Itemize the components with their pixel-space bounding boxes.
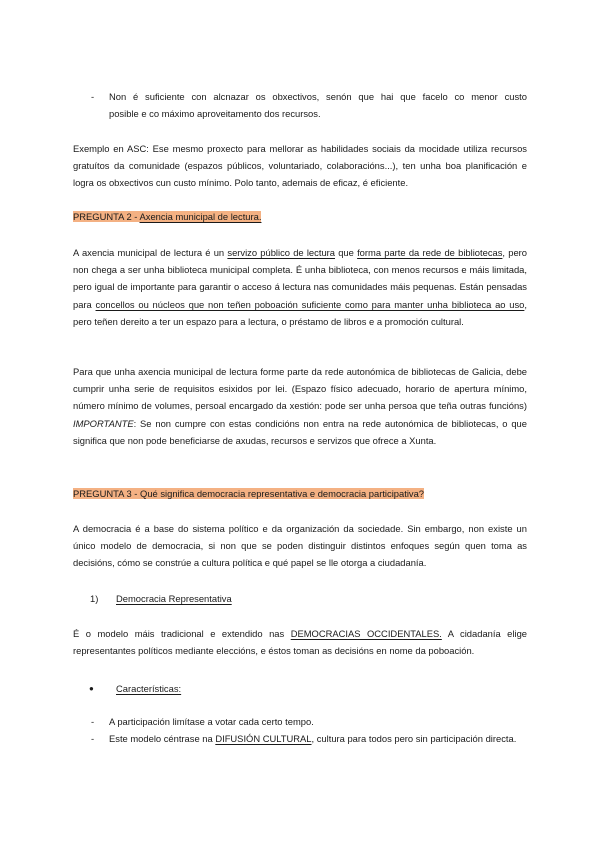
question-2-prefix: PREGUNTA 2 -: [73, 211, 140, 222]
text-run: , cultura para todos pero sin participación directa.: [311, 733, 517, 744]
representative-democracy-paragraph: [73, 625, 527, 659]
question-2-title: Axencia municipal de lectura.: [139, 211, 262, 222]
text-run: : Se non cumpre con estas condicións non entra na rede autonómica de bibliotecas, o que significa que non pode beneficiarse de axudas, recursos e servizos que ofrece a Xunta.: [73, 417, 527, 446]
question-2-paragraph-2: [73, 363, 527, 449]
emphasis-important: IMPORTANTE: [73, 417, 134, 429]
intro-bullet-text: [109, 88, 527, 122]
text-run: Para que unha axencia municipal de lectura forme parte da rede autonómica de bibliotecas de Galicia, debe cumprir unha serie de requisitos esixidos por lei. (Espazo físico adecuado, horario de apertura mínimo, número mínimo de volumes, persoal encargado da xestión: pode ser unha persoa que teña outras funcións): [73, 366, 527, 412]
underlined-term: concellos ou núcleos que non teñen poboación suficiente como para manter unha biblioteca ao uso: [95, 298, 525, 310]
characteristics-heading: [73, 680, 527, 698]
section-1-heading: [73, 590, 527, 608]
question-3-paragraph-1: A democracia é a base do sistema político e da organización da sociedade. Sin embargo, non existe un único modelo de democracia, si non que se poden distinguir distintos enfoques según quen toma as decisións, cómo se constrúe a cultura política e qué papel se lle otorga a ciudadanía.: [73, 523, 527, 569]
question-3-heading-highlight: PREGUNTA 3 - Qué significa democracia representativa e democracia participativa?: [73, 488, 425, 499]
list-item: [73, 713, 527, 731]
list-item-text: A participación limítase a votar cada certo tempo.: [109, 716, 314, 727]
dash-marker: -: [91, 716, 95, 727]
underlined-term: DEMOCRACIAS OCCIDENTALES.: [290, 628, 442, 639]
text-run: A axencia municipal de lectura é un: [73, 247, 228, 258]
text-run: que: [335, 247, 358, 258]
section-number: 1): [90, 593, 99, 604]
text-run: A cidadanía elige representantes políticos mediante eleccións, e éstos toman as decisións en nome da poboación.: [73, 628, 527, 657]
question-2-heading: [73, 208, 527, 225]
dash-marker: -: [91, 91, 95, 102]
question-2-heading-highlight: [73, 211, 261, 222]
dash-marker: -: [91, 733, 95, 744]
question-2-paragraph-1: [73, 244, 527, 330]
example-paragraph: Exemplo en ASC: Ese mesmo proxecto para mellorar as habilidades sociais da mocidade utiliza recursos gratuítos da comunidade (espazos públicos, voluntariado, colaboracións...), ten unha boa planificación e logra os obxectivos cun custo mínimo. Polo tanto, ademais de eficaz, é eficiente.: [73, 143, 527, 189]
text-run: , pero teñen dereito a ter un espazo para a lectura, o préstamo de libros e a promoción cultural.: [73, 298, 527, 327]
characteristics-label: Características:: [116, 683, 182, 694]
question-3-heading: [73, 485, 527, 502]
underlined-term: servizo público de lectura: [227, 247, 335, 258]
section-title: Democracia Representativa: [116, 593, 232, 604]
underlined-term: forma parte da rede de bibliotecas: [357, 247, 503, 258]
text-run: Este modelo céntrase na: [109, 733, 216, 744]
text-run: É o modelo máis tradicional e extendido nas: [73, 628, 291, 639]
intro-bullet-line-2: posible e co máximo aproveitamento dos recursos.: [109, 108, 321, 119]
bullet-icon: ●: [89, 684, 94, 693]
intro-bullet-line-1: Non é suficiente con alcnazar os obxectivos, senón que hai que facelo co menor custo: [109, 91, 527, 102]
list-item-text: [109, 730, 527, 747]
underlined-term: DIFUSIÓN CULTURAL: [215, 733, 312, 744]
text-run: , pero non chega a ser unha biblioteca municipal completa. É unha biblioteca, con menos recursos e máis limitada, pero igual de importante para garantir o acceso á lectura nas comunidades máis pequenas. Están pensadas para: [73, 247, 527, 310]
